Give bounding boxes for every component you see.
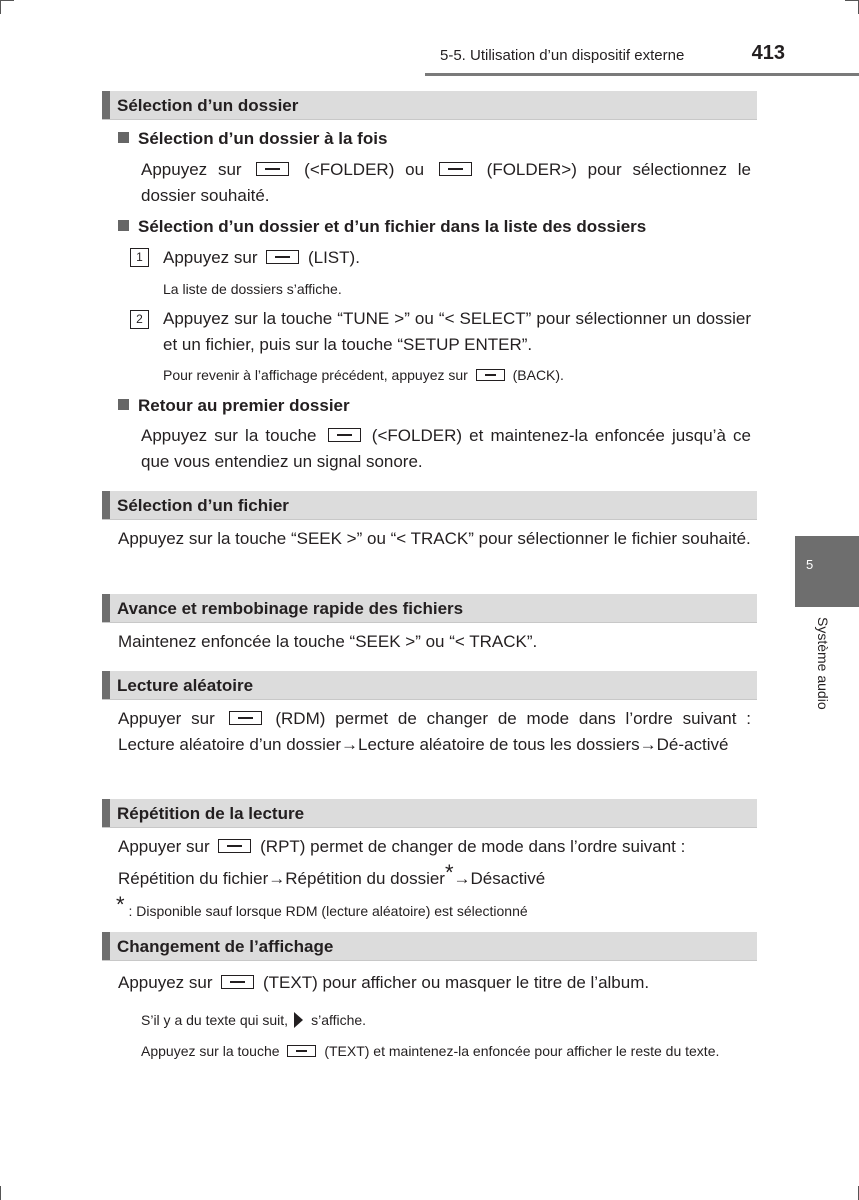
note bbox=[141, 1007, 366, 1033]
paragraph: Appuyez sur la touche “SEEK >” ou “< TRACK” pour sélectionner le fichier souhaité. bbox=[118, 529, 751, 548]
text-span: s’affiche. bbox=[311, 1012, 367, 1028]
bullet-square-icon bbox=[118, 132, 129, 143]
section-title: Sélection d’un dossier bbox=[117, 96, 299, 115]
bullet-square-icon bbox=[118, 399, 129, 410]
text-span: Appuyez sur bbox=[141, 160, 242, 179]
button-icon bbox=[256, 162, 289, 176]
subsection-heading bbox=[118, 129, 387, 149]
text-span: (LIST). bbox=[307, 248, 360, 267]
paragraph bbox=[118, 860, 751, 892]
text-span: Appuyez sur la touche bbox=[141, 426, 317, 445]
chapter-tab bbox=[795, 536, 859, 607]
subsection-heading bbox=[118, 217, 646, 237]
paragraph: Maintenez enfoncée la touche “SEEK >” ou “< TRACK”. bbox=[118, 632, 538, 651]
step-number: 1 bbox=[130, 248, 149, 267]
section-heading bbox=[102, 671, 757, 700]
text-span: (TEXT) pour afficher ou masquer le titre de l’album. bbox=[262, 973, 650, 992]
chapter-tab-number: 5 bbox=[806, 557, 814, 572]
step-text: Appuyez sur la touche “TUNE >” ou “< SELECT” pour sélectionner un dossier et un fichier, puis sur la touche “SETUP ENTER”. bbox=[163, 309, 751, 354]
subsection-title: Sélection d’un dossier et d’un fichier dans la liste des dossiers bbox=[138, 217, 647, 236]
footnote-marker: * bbox=[444, 860, 454, 885]
button-icon bbox=[328, 428, 361, 442]
text-span: Appuyez sur bbox=[163, 248, 258, 267]
button-icon bbox=[287, 1045, 316, 1057]
section-title: Avance et rembobinage rapide des fichiers bbox=[117, 599, 464, 618]
text-span: Pour revenir à l’affichage précédent, appuyez sur bbox=[163, 367, 468, 383]
text-span: (TEXT) et maintenez-la enfoncée pour afficher le reste du texte. bbox=[324, 1043, 720, 1059]
step-note: La liste de dossiers s’affiche. bbox=[163, 281, 342, 297]
paragraph bbox=[141, 423, 751, 475]
header-rule bbox=[425, 73, 859, 76]
footnote-marker: * bbox=[116, 892, 125, 917]
step-note bbox=[163, 362, 564, 388]
text-span: Appuyez sur la touche bbox=[141, 1043, 280, 1059]
text-span: (BACK). bbox=[512, 367, 564, 383]
text-span: →Désactivé bbox=[453, 869, 546, 888]
crop-mark bbox=[0, 0, 1, 14]
button-icon bbox=[221, 975, 254, 989]
subsection-heading bbox=[118, 396, 350, 416]
button-icon bbox=[218, 839, 251, 853]
button-icon bbox=[476, 369, 505, 381]
section-title: Répétition de la lecture bbox=[117, 804, 305, 823]
text-span: Répétition du fichier→Répétition du dossier bbox=[118, 869, 445, 888]
crop-mark bbox=[845, 0, 859, 1]
button-icon bbox=[229, 711, 262, 725]
chapter-title: 5-5. Utilisation d’un dispositif externe bbox=[440, 47, 685, 64]
text-span: (FOLDER>) pour sélectionnez le dossier souhaité. bbox=[141, 160, 751, 205]
paragraph bbox=[118, 970, 751, 996]
button-icon bbox=[439, 162, 472, 176]
crop-mark bbox=[0, 1186, 1, 1200]
arrow-right-icon bbox=[294, 1012, 303, 1028]
text-span: Appuyer sur bbox=[118, 837, 210, 856]
text-span: S’il y a du texte qui suit, bbox=[141, 1012, 289, 1028]
section-heading bbox=[102, 91, 757, 120]
section-title: Lecture aléatoire bbox=[117, 676, 254, 695]
button-icon bbox=[266, 250, 299, 264]
section-heading bbox=[102, 594, 757, 623]
text-span: Appuyez sur bbox=[118, 973, 213, 992]
paragraph bbox=[118, 834, 751, 860]
page-number: 413 bbox=[751, 42, 785, 64]
text-span: (RPT) permet de changer de mode dans l’ordre suivant : bbox=[260, 837, 686, 856]
text-span: (<FOLDER) ou bbox=[304, 160, 425, 179]
text-span: Appuyer sur bbox=[118, 709, 215, 728]
section-heading bbox=[102, 932, 757, 961]
footnote-text: : Disponible sauf lorsque RDM (lecture aléatoire) est sélectionné bbox=[128, 903, 528, 919]
subsection-title: Sélection d’un dossier à la fois bbox=[138, 129, 388, 148]
page-header bbox=[440, 42, 785, 72]
paragraph bbox=[118, 706, 751, 758]
subsection-title: Retour au premier dossier bbox=[138, 396, 350, 415]
section-title: Changement de l’affichage bbox=[117, 937, 334, 956]
text-span: (RDM) permet de changer de mode dans l’ordre suivant : Lecture aléatoire d’un dossier→Lecture aléatoire de tous les dossiers→Dé-activé bbox=[118, 709, 751, 754]
text-span: (<FOLDER) et maintenez-la enfoncée jusqu’à ce que vous entendiez un signal sonore. bbox=[141, 426, 752, 471]
chapter-tab-label: Système audio bbox=[815, 617, 831, 710]
bullet-square-icon bbox=[118, 220, 129, 231]
section-title: Sélection d’un fichier bbox=[117, 496, 289, 515]
step-text bbox=[163, 245, 753, 271]
step-number: 2 bbox=[130, 310, 149, 329]
footnote bbox=[116, 892, 528, 924]
paragraph bbox=[141, 157, 751, 209]
section-heading bbox=[102, 799, 757, 828]
note bbox=[141, 1038, 753, 1064]
crop-mark bbox=[0, 0, 14, 1]
section-heading bbox=[102, 491, 757, 520]
